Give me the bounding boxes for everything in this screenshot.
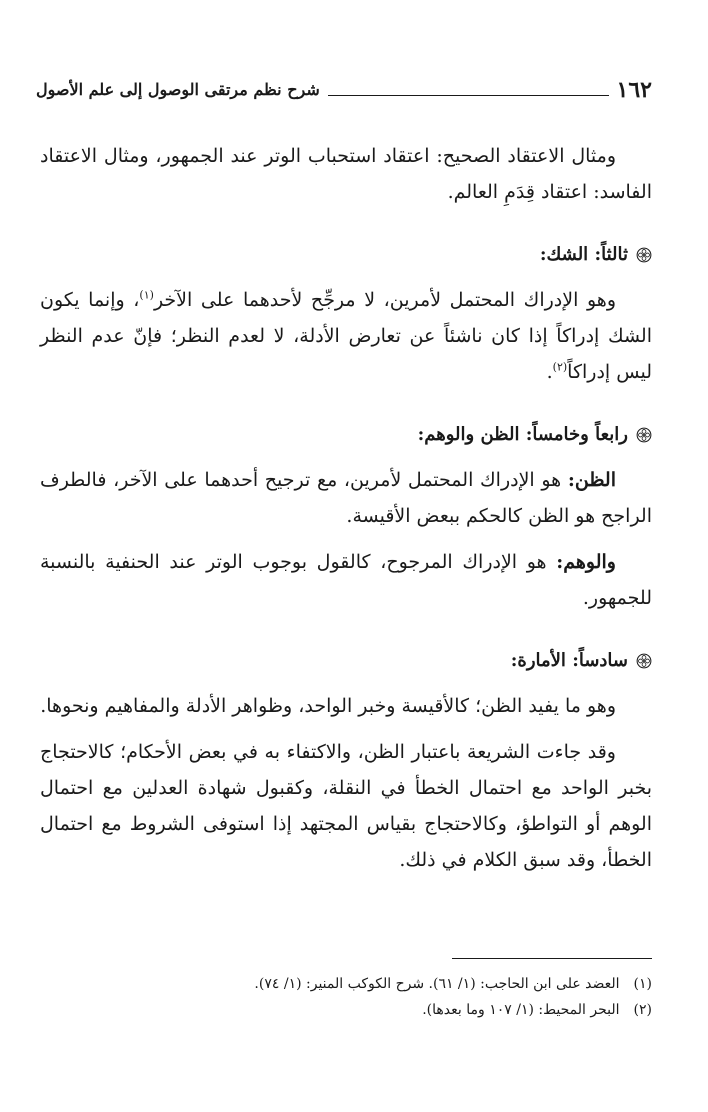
footnote-number: (٢): [633, 1002, 652, 1018]
section-heading-label: سادساً: الأمارة:: [510, 650, 628, 671]
footnotes: [40, 958, 652, 1023]
section-heading-label: ثالثاً: الشك:: [539, 244, 628, 265]
footnote-separator: [452, 958, 652, 959]
paragraph-illusion-definition: [40, 544, 652, 616]
paragraph-sharia-conjecture: وقد جاءت الشريعة باعتبار الظن، والاكتفاء به في بعض الأحكام؛ كالاحتجاج بخبر الواحد مع احتمال الخطأ في النقلة، وكقبول شهادة العدلين مع احتمال الوهم أو التواطؤ، وكالاحتجاج بقياس المجتهد إذا استوفى الشروط مع احتمال الخطأ، وقد سبق الكلام في ذلك.: [40, 741, 652, 871]
footnote-text: العضد على ابن الحاجب: (١/ ٦١). شرح الكوكب المنير: (١/ ٧٤).: [254, 976, 620, 992]
paragraph-text: هو الإدراك المحتمل لأمرين، مع ترجيح أحدهما على الآخر، فالطرف الراجح هو الظن كالحكم ببعض الأقيسة.: [40, 469, 652, 527]
paragraph-text: وهو الإدراك المحتمل لأمرين، لا مرجِّح لأحدهما على الآخر: [153, 289, 616, 311]
term-label: والوهم:: [556, 551, 616, 573]
paragraph-text: ، وإنما يكون الشك إدراكاً إذا كان ناشئاً عن تعارض الأدلة، لا لعدم النظر؛ فإنّ عدم النظر ليس إدراكاً: [40, 289, 652, 383]
term-label: الظن:: [567, 469, 616, 491]
footnote-number: (١): [633, 976, 652, 992]
main-text: [40, 138, 652, 878]
section-heading-label: رابعاً وخامساً: الظن والوهم:: [417, 424, 628, 445]
flower-rosette-icon: [636, 247, 652, 263]
header-rule: [328, 95, 609, 96]
section-heading-conjecture-illusion: [40, 418, 652, 452]
paragraph-doubt-definition: [40, 282, 652, 390]
footnote-ref-1[interactable]: (١): [139, 288, 154, 302]
paragraph-indicator-definition: وهو ما يفيد الظن؛ كالأقيسة وخبر الواحد، وظواهر الأدلة والمفاهيم ونحوها.: [40, 695, 616, 717]
page-number: ١٦٢: [616, 77, 652, 103]
section-heading-indicator: [40, 644, 652, 678]
flower-rosette-icon: [636, 653, 652, 669]
running-title: شرح نظم مرتقى الوصول إلى علم الأصول: [36, 80, 320, 99]
footnote-ref-2[interactable]: (٢): [552, 360, 568, 374]
flower-rosette-icon: [636, 427, 652, 443]
paragraph-conjecture-definition: [40, 462, 652, 534]
paragraph-text: .: [546, 361, 553, 383]
paragraph-text: هو الإدراك المرجوح، كالقول بوجوب الوتر عند الحنفية بالنسبة للجمهور.: [40, 551, 652, 609]
section-heading-doubt: [40, 238, 652, 272]
footnote-text: البحر المحيط: (١/ ١٠٧ وما بعدها).: [422, 1002, 620, 1018]
footnote-item: [40, 997, 652, 1023]
page-header: [36, 70, 652, 104]
footnote-item: [40, 971, 652, 997]
paragraph-belief-example: ومثال الاعتقاد الصحيح: اعتقاد استحباب الوتر عند الجمهور، ومثال الاعتقاد الفاسد: اعتقاد قِدَمِ العالم.: [40, 145, 652, 203]
